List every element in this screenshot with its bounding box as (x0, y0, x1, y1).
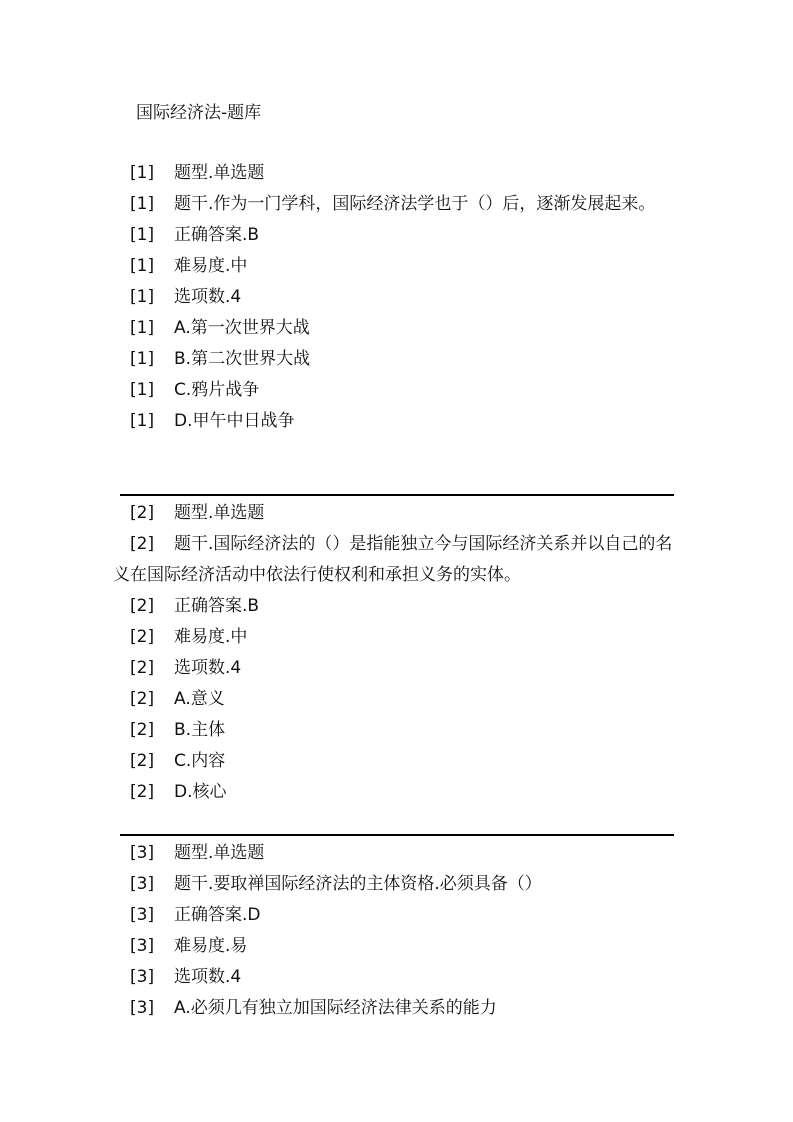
separator-line (120, 494, 674, 496)
question-line (113, 282, 675, 313)
question-number: [2] (130, 689, 155, 709)
question-number: [1] (130, 411, 155, 431)
question-text: C.内容 (174, 751, 226, 771)
question-text: A.意义 (174, 689, 225, 709)
question-text: D.核心 (174, 782, 227, 802)
question-number: [2] (130, 658, 155, 678)
question-line (113, 529, 675, 591)
question-number: [1] (130, 225, 155, 245)
document-title: 国际经济法-题库 (136, 103, 262, 123)
question-block-2 (113, 498, 675, 808)
question-text: 正确答案.D (174, 905, 261, 925)
question-number: [2] (130, 596, 155, 616)
question-line (113, 900, 675, 931)
question-text: 题干.要取禅国际经济法的主体资格.必须具备（） (174, 874, 542, 894)
question-text: D.甲午中日战争 (174, 411, 295, 431)
question-line (113, 591, 675, 622)
question-line (113, 931, 675, 962)
question-line (113, 653, 675, 684)
question-text: 题干.国际经济法的（）是指能独立今与国际经济关系并以自己的名义在国际经济活动中依法行使权利和承担义务的实体。 (113, 534, 673, 585)
question-number: [3] (130, 967, 155, 987)
question-number: [1] (130, 256, 155, 276)
question-line (113, 344, 675, 375)
question-line (113, 962, 675, 993)
question-block-1 (113, 158, 675, 437)
question-line (113, 251, 675, 282)
question-text: A.必须几有独立加国际经济法律关系的能力 (174, 998, 497, 1018)
question-text: 难易度.易 (174, 936, 248, 956)
question-line (113, 622, 675, 653)
question-text: 选项数.4 (174, 967, 242, 987)
question-text: 题型.单选题 (174, 503, 265, 523)
question-number: [1] (130, 194, 155, 214)
question-number: [1] (130, 287, 155, 307)
question-number: [1] (130, 380, 155, 400)
question-text: C.鸦片战争 (174, 380, 260, 400)
question-number: [2] (130, 627, 155, 647)
question-line (113, 993, 675, 1024)
question-number: [1] (130, 349, 155, 369)
question-line (113, 313, 675, 344)
question-line (113, 869, 675, 900)
question-line (113, 777, 675, 808)
question-line (113, 746, 675, 777)
question-text: 题型.单选题 (174, 163, 265, 183)
question-line (113, 684, 675, 715)
question-text: 难易度.中 (174, 627, 248, 647)
question-text: 选项数.4 (174, 658, 242, 678)
question-number: [2] (130, 751, 155, 771)
question-line (113, 375, 675, 406)
question-line (113, 838, 675, 869)
question-line (113, 189, 675, 220)
question-text: B.主体 (174, 720, 226, 740)
question-number: [3] (130, 936, 155, 956)
question-text: 正确答案.B (174, 596, 260, 616)
question-line (113, 406, 675, 437)
question-text: 难易度.中 (174, 256, 248, 276)
question-number: [3] (130, 874, 155, 894)
question-text: A.第一次世界大战 (174, 318, 310, 338)
question-line (113, 498, 675, 529)
question-number: [3] (130, 843, 155, 863)
separator-line (120, 834, 674, 836)
question-number: [3] (130, 998, 155, 1018)
question-text: B.第二次世界大战 (174, 349, 311, 369)
question-number: [2] (130, 503, 155, 523)
question-text: 正确答案.B (174, 225, 260, 245)
question-number: [2] (130, 534, 155, 554)
question-line (113, 158, 675, 189)
question-block-3 (113, 838, 675, 1024)
question-number: [1] (130, 318, 155, 338)
question-line (113, 220, 675, 251)
question-number: [1] (130, 163, 155, 183)
question-number: [2] (130, 720, 155, 740)
question-text: 题型.单选题 (174, 843, 265, 863)
question-number: [3] (130, 905, 155, 925)
question-text: 题干.作为一门学科，国际经济法学也于（）后，逐渐发展起来。 (174, 194, 656, 214)
question-text: 选项数.4 (174, 287, 242, 307)
question-number: [2] (130, 782, 155, 802)
question-line (113, 715, 675, 746)
